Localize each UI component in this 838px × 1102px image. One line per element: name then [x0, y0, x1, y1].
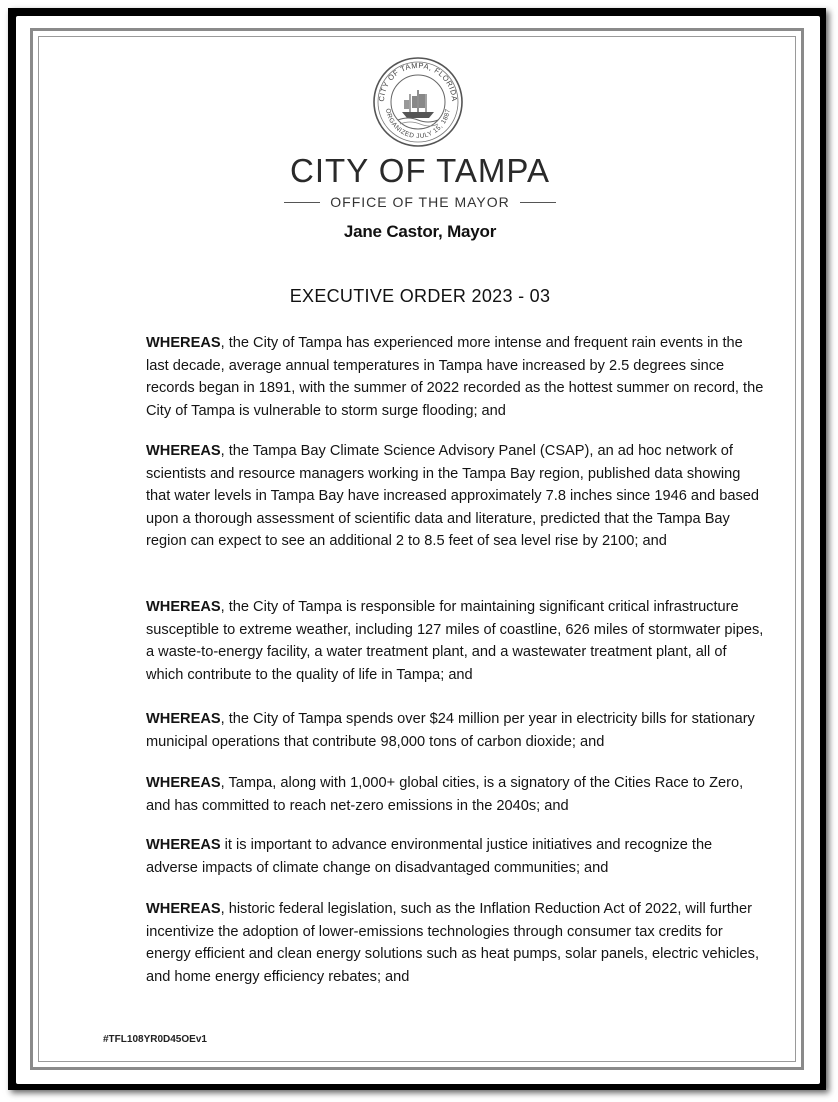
whereas-label: WHEREAS [146, 775, 221, 791]
paragraph-text: , the City of Tampa is responsible for maintaining significant critical infrastructure susceptible to extreme weather, including 127 miles of coastline, 626 miles of stormwater pipes, a waste-to-energy facility, a water treatment plant, and a wastewater treatment plant, all of which contribute to the quality of life in Tampa; and [146, 599, 764, 683]
whereas-label: WHEREAS [146, 335, 221, 351]
paragraph-text: , the Tampa Bay Climate Science Advisory Panel (CSAP), an ad hoc network of scientists and resource managers working in the Tampa Bay region, published data showing that water levels in Tampa Bay have increased approximately 7.8 inches since 1946 and based upon a thorough assessment of scientific data and literature, predicted that the Tampa Bay region can expect to see an additional 2 to 8.5 feet of sea level rise by 2100; and [146, 443, 760, 549]
whereas-label: WHEREAS [146, 599, 221, 615]
whereas-paragraph-7 [146, 898, 766, 988]
whereas-paragraph-2 [146, 440, 766, 553]
rule-right [520, 202, 556, 203]
whereas-paragraph-3 [146, 596, 766, 686]
whereas-label: WHEREAS [146, 901, 221, 917]
seal-text-bottom: ORGANIZED JULY 15, 1887 [384, 108, 452, 141]
whereas-paragraph-5 [146, 772, 766, 817]
whereas-paragraph-1 [146, 332, 766, 422]
paragraph-text: it is important to advance environmental justice initiatives and recognize the adverse impacts of climate change on disadvantaged communities; and [146, 837, 713, 876]
mayor-name: Jane Castor, Mayor [343, 222, 497, 241]
rule-left [284, 202, 320, 203]
office-subheading [260, 194, 580, 210]
paragraph-text: , Tampa, along with 1,000+ global cities, is a signatory of the Cities Race to Zero, and has committed to reach net-zero emissions in the 2040s; and [146, 775, 744, 814]
whereas-paragraph-6 [146, 834, 766, 879]
whereas-paragraph-4 [146, 708, 766, 753]
seal-text-top: CITY OF TAMPA, FLORIDA [376, 60, 460, 102]
paragraph-text: , the City of Tampa spends over $24 million per year in electricity bills for stationary municipal operations that contribute 98,000 tons of carbon dioxide; and [146, 711, 755, 750]
city-seal-icon [372, 56, 464, 148]
paragraph-text: , the City of Tampa has experienced more intense and frequent rain events in the last decade, average annual temperatures in Tampa have increased by 2.5 degrees since records began in 1891, with the summer of 2022 recorded as the hottest summer on record, the City of Tampa is vulnerable to storm surge flooding; and [146, 335, 764, 419]
city-name-heading: CITY OF TAMPA [290, 152, 550, 189]
executive-order-title: EXECUTIVE ORDER 2023 - 03 [289, 286, 551, 306]
office-label: OFFICE OF THE MAYOR [330, 194, 510, 210]
document-id: #TFL108YR0D45OEv1 [103, 1034, 207, 1045]
whereas-label: WHEREAS [146, 443, 221, 459]
paragraph-text: , historic federal legislation, such as the Inflation Reduction Act of 2022, will further incentivize the adoption of lower-emissions technologies through consumer tax credits for energy efficient and clean energy solutions such as heat pumps, solar panels, electric vehicles, and home energy efficiency rebates; and [146, 901, 760, 985]
whereas-label: WHEREAS [146, 837, 221, 853]
whereas-label: WHEREAS [146, 711, 221, 727]
